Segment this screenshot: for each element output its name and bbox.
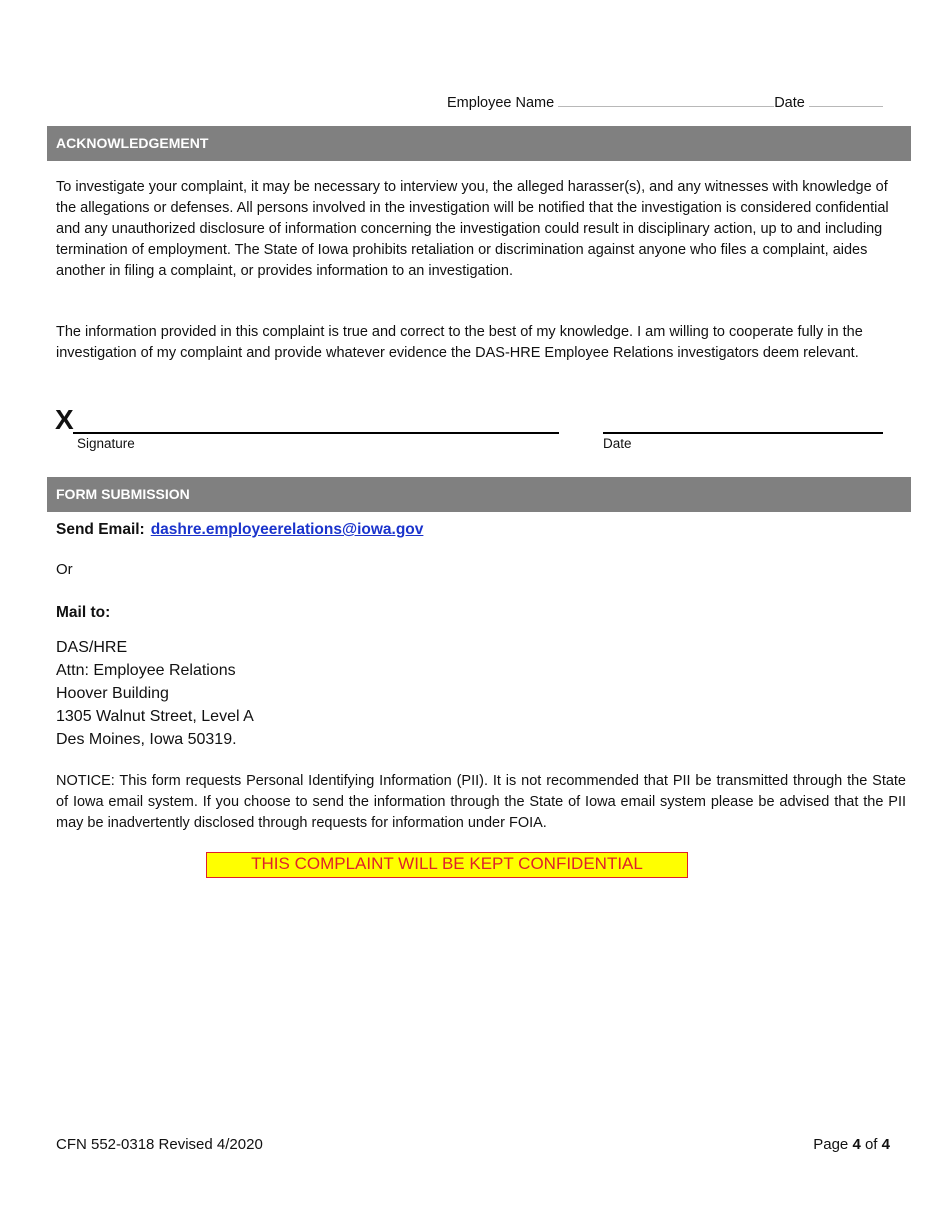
or-text: Or bbox=[56, 561, 73, 578]
signature-date-label: Date bbox=[603, 436, 632, 451]
confidential-banner: THIS COMPLAINT WILL BE KEPT CONFIDENTIAL bbox=[206, 852, 688, 878]
address-line: DAS/HRE bbox=[56, 639, 128, 656]
header-date-label: Date bbox=[774, 95, 805, 111]
signature-x-mark: X bbox=[55, 404, 74, 435]
address-line: 1305 Walnut Street, Level A bbox=[56, 708, 254, 725]
employee-name-field[interactable] bbox=[558, 92, 774, 107]
page-of: of bbox=[864, 1136, 878, 1153]
acknowledgement-paragraph-1: To investigate your complaint, it may be necessary to interview you, the alleged harasser(s), and any witnesses with knowledge of the allegations or defenses. All persons involved in the investigation will be notified that the investigation is considered confidential and any unauthorized disclosure of information concerning the investigation could result in disciplinary action, up to and including termination of employment. The State of Iowa prohibits retaliation or discrimination against anyone who files a complaint, aides another in filing a complaint, or provides information to an investigation. bbox=[56, 179, 889, 279]
employee-name-label: Employee Name bbox=[447, 95, 555, 111]
page-total: 4 bbox=[881, 1136, 890, 1153]
employee-header bbox=[447, 92, 883, 111]
signature-label: Signature bbox=[77, 436, 135, 451]
acknowledgement-paragraph-2: The information provided in this complaint is true and correct to the best of my knowledge. I am willing to cooperate fully in the investigation of my complaint and provide whatever evidence the DAS-HRE Employee Relations investigators deem relevant. bbox=[56, 324, 863, 361]
page-prefix: Page bbox=[813, 1136, 849, 1153]
header-date-field[interactable] bbox=[809, 92, 883, 107]
page-number bbox=[813, 1136, 890, 1153]
send-email-row bbox=[56, 521, 423, 539]
email-link[interactable]: dashre.employeerelations@iowa.gov bbox=[150, 521, 424, 538]
mailing-address bbox=[56, 636, 254, 751]
address-line: Attn: Employee Relations bbox=[56, 662, 236, 679]
signature-line[interactable] bbox=[73, 432, 559, 434]
form-submission-header: FORM SUBMISSION bbox=[47, 477, 911, 512]
signature-date-line[interactable] bbox=[603, 432, 883, 434]
mail-to-label: Mail to: bbox=[56, 604, 111, 621]
pii-notice: NOTICE: This form requests Personal Identifying Information (PII). It is not recommended that PII be transmitted through the State of Iowa email system. If you choose to send the information through the State of Iowa email system please be advised that the PII may be inadvertently disclosed through requests for information under FOIA. bbox=[56, 773, 906, 831]
send-email-label: Send Email: bbox=[56, 521, 145, 538]
address-line: Des Moines, Iowa 50319. bbox=[56, 731, 237, 748]
page-current: 4 bbox=[852, 1136, 861, 1153]
address-line: Hoover Building bbox=[56, 685, 169, 702]
form-number: CFN 552-0318 Revised 4/2020 bbox=[56, 1136, 263, 1153]
acknowledgement-header: ACKNOWLEDGEMENT bbox=[47, 126, 911, 161]
